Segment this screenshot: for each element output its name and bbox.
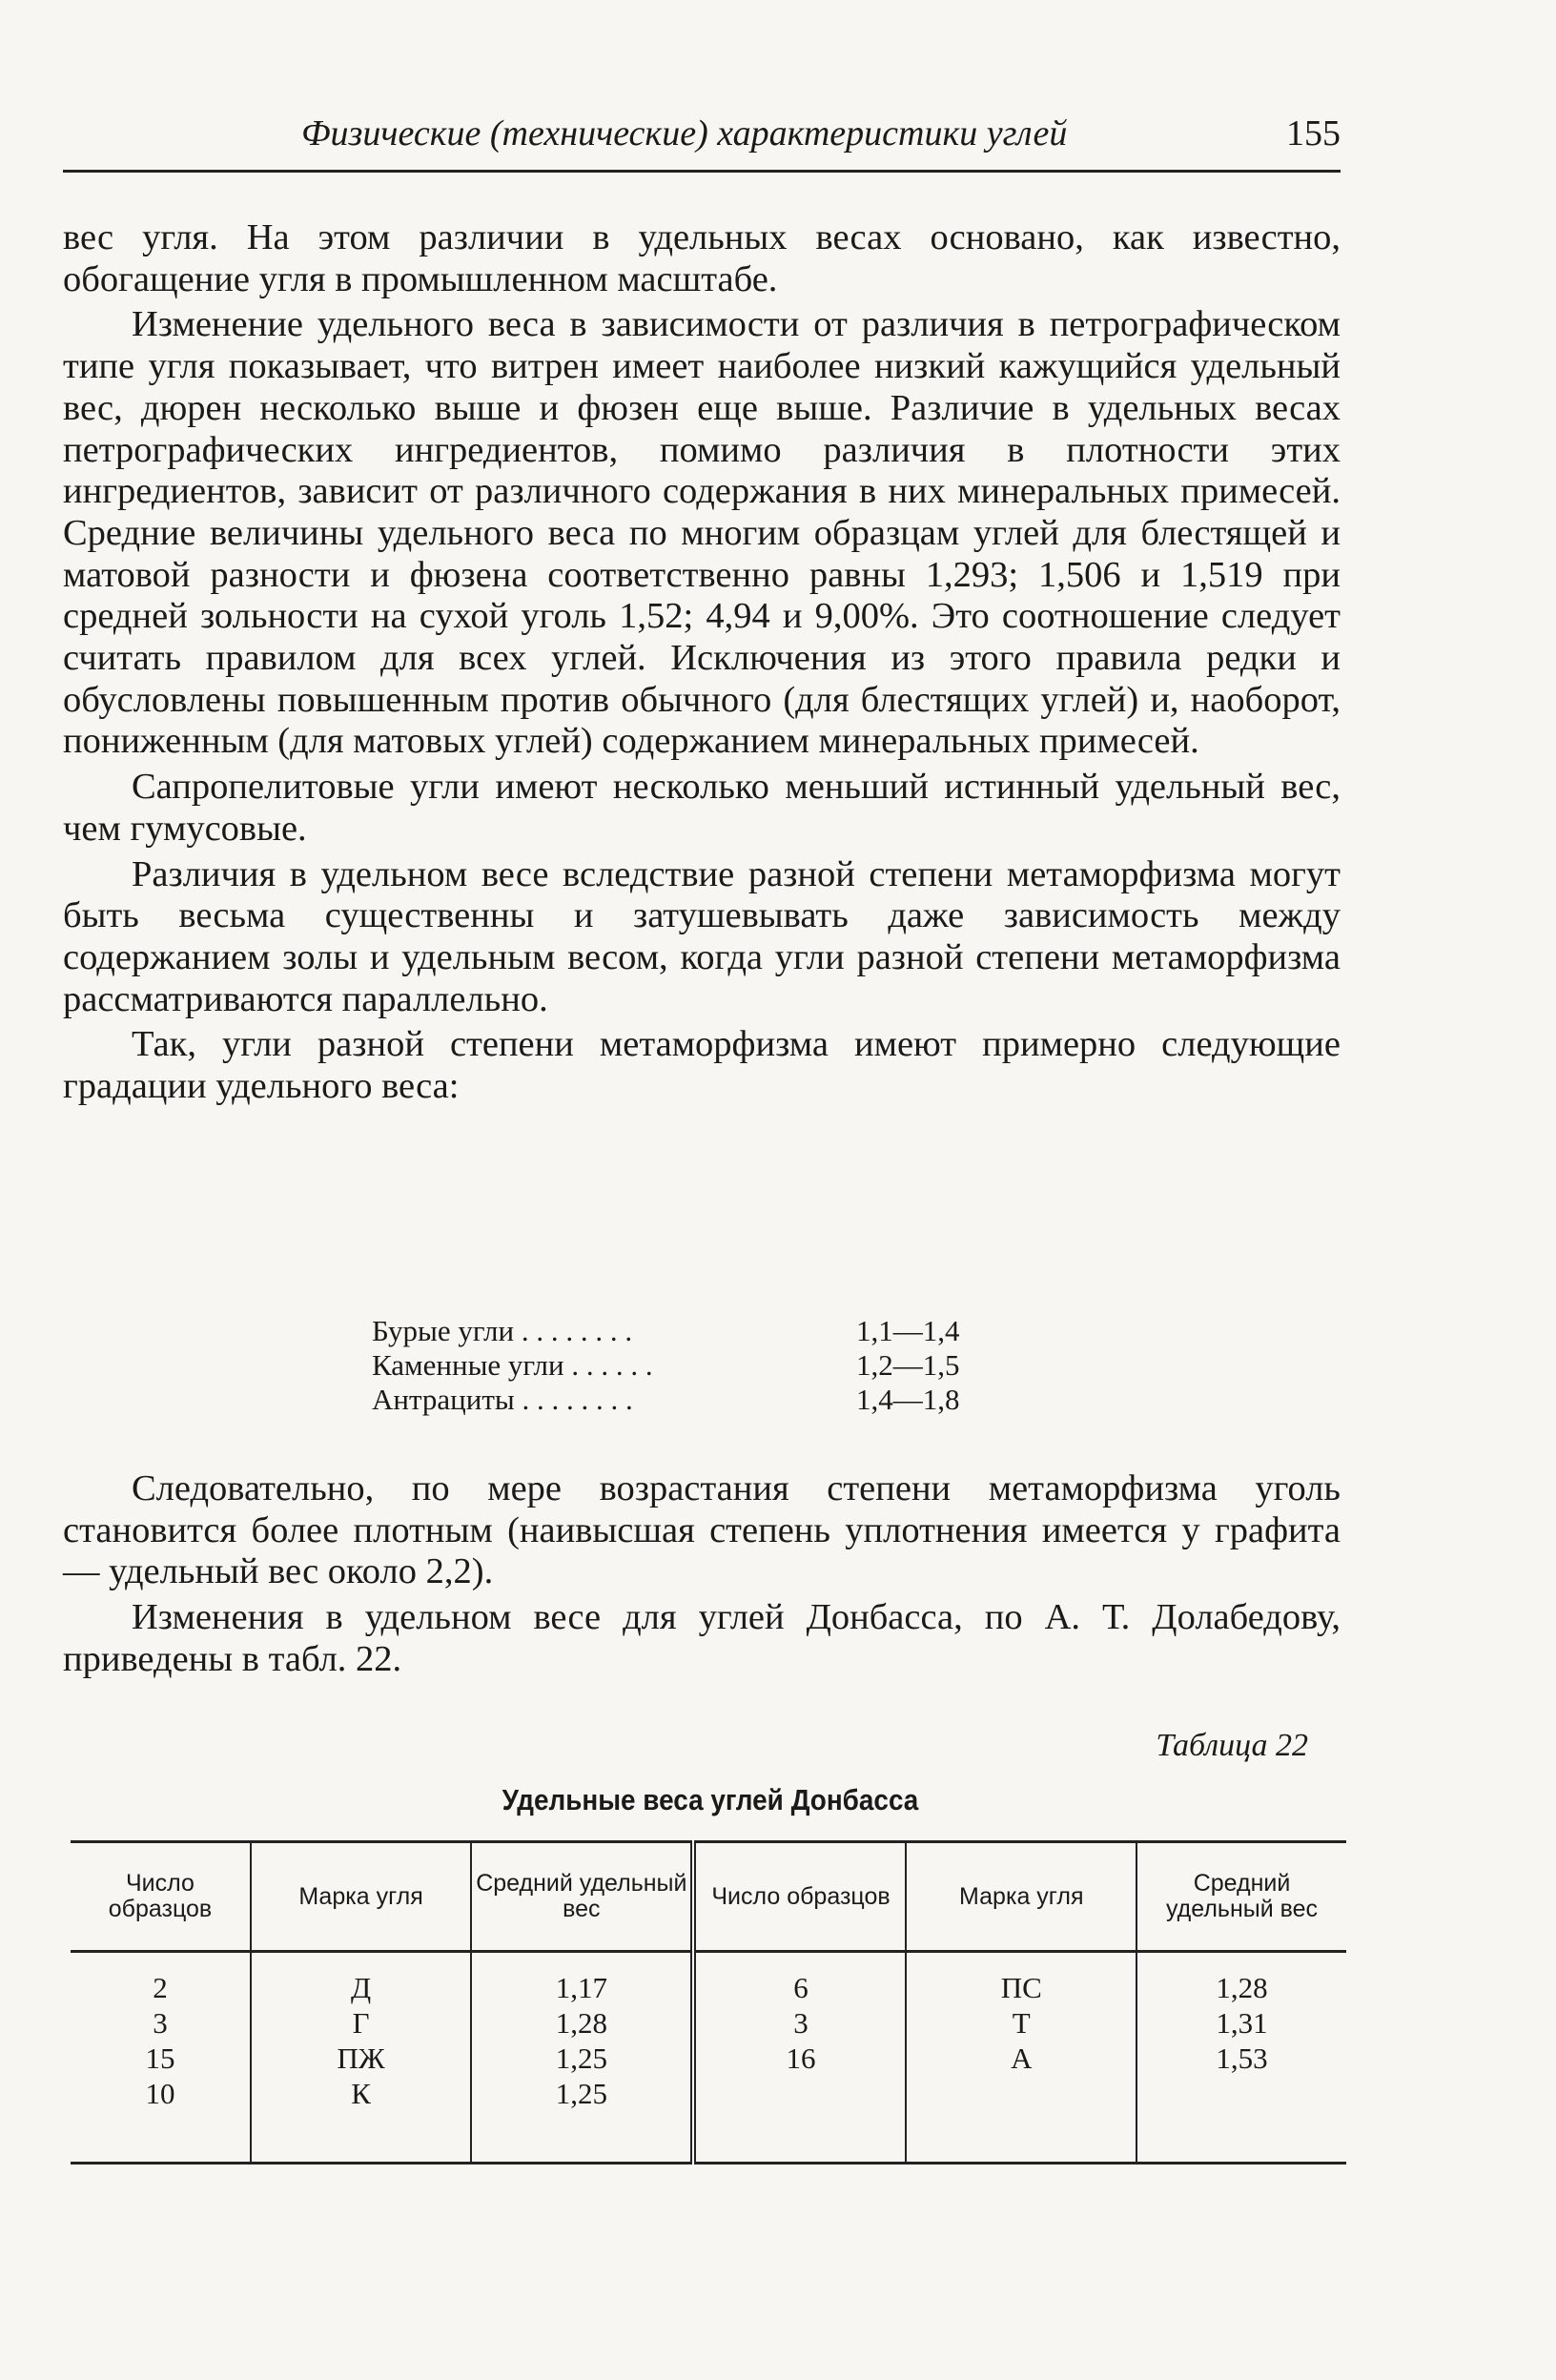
table-cell: 10 (145, 2077, 175, 2110)
table-header-row (71, 1842, 1346, 1952)
table-cell: 16 (786, 2041, 816, 2075)
main-text-continued (63, 1468, 1341, 1685)
gradation-row (372, 1383, 1039, 1417)
column-coal-grade (906, 1952, 1136, 2164)
table-cell: 1,28 (555, 2006, 607, 2040)
table-cell: 1,25 (555, 2077, 607, 2110)
paragraph-conclusion: Следовательно, по мере возрастания степени метаморфизма уголь становится более плотным (наивысшая степень уплотнения имеется у графита — удельный вес около 2,2). (63, 1468, 1341, 1592)
table-cell: 1,28 (1216, 1971, 1268, 2004)
column-mean-gravity (1136, 1952, 1346, 2164)
paragraph-table-reference: Изменения в удельном весе для углей Донбасса, по А. Т. Долабедову, приведены в табл. 22. (63, 1597, 1341, 1679)
gradation-value: 1,2—1,5 (856, 1348, 960, 1382)
table-cell: 3 (793, 2006, 809, 2040)
paragraph-continuation: вес угля. На этом различии в удельных весах основано, как известно, обогащение угля в промышленном масштабе. (63, 217, 1341, 299)
table-cell: К (351, 2077, 371, 2110)
table-cell: Т (1012, 2006, 1031, 2040)
header-mean-gravity: Средний удельный вес (471, 1842, 693, 1952)
page-number: 155 (1286, 113, 1341, 154)
gradation-list (372, 1314, 1039, 1417)
table-cell: ПЖ (337, 2041, 385, 2075)
table-label: Таблица 22 (1156, 1728, 1308, 1763)
paragraph-metamorphism: Различия в удельном весе вследствие разной степени метаморфизма могут быть весьма существенны и затушевывать даже зависимость между содержанием золы и удельным весом, когда угли разной степени метаморфизма рассматриваются параллельно. (63, 853, 1341, 1019)
table-cell: 2 (153, 1971, 168, 2004)
header-sample-count: Число образцов (693, 1842, 906, 1952)
header-sample-count: Число образцов (71, 1842, 251, 1952)
table-cell: 1,31 (1216, 2006, 1268, 2040)
table-row (71, 1952, 1346, 2164)
paragraph-gradations-intro: Так, угли разной степени метаморфизма имеют примерно следующие градации удельного веса: (63, 1024, 1341, 1107)
column-coal-grade (251, 1952, 471, 2164)
table-cell: А (1011, 2041, 1033, 2075)
gradation-label: Бурые угли . . . . . . . . (372, 1314, 633, 1347)
gradation-value: 1,1—1,4 (856, 1314, 960, 1347)
column-mean-gravity (471, 1952, 693, 2164)
table-title: Удельные веса углей Донбасса (502, 1783, 919, 1816)
header-coal-grade: Марка угля (906, 1842, 1136, 1952)
header-mean-gravity: Средний удельный вес (1136, 1842, 1346, 1952)
gradation-row (372, 1314, 1039, 1348)
running-title: Физические (технические) характеристики углей (301, 113, 1068, 154)
gradation-label: Антрациты . . . . . . . . (372, 1383, 633, 1416)
column-sample-count (71, 1952, 251, 2164)
running-header (63, 113, 1341, 173)
gradation-label: Каменные угли . . . . . . (372, 1348, 653, 1382)
paragraph-sapropelite: Сапропелитовые угли имеют несколько меньший истинный удельный вес, чем гумусовые. (63, 767, 1341, 849)
table-cell: 3 (153, 2006, 168, 2040)
main-text (63, 217, 1341, 1112)
gradation-value: 1,4—1,8 (856, 1383, 960, 1416)
header-coal-grade: Марка угля (251, 1842, 471, 1952)
column-sample-count (693, 1952, 906, 2164)
table-cell: 15 (145, 2041, 175, 2075)
table-cell: 1,53 (1216, 2041, 1268, 2075)
gradation-row (372, 1348, 1039, 1383)
table-cell: Д (350, 1971, 372, 2004)
table-cell: 1,25 (555, 2041, 607, 2075)
paragraph-petrographic: Изменение удельного веса в зависимости от различия в петрографическом типе угля показывает, что витрен имеет наиболее низкий кажущийся удельный вес, дюрен несколько выше и фюзен еще выше. Различие в удельных весах петрографических ингредиентов, помимо различия в плотности этих ингредиентов, зависит от различного содержания в них минеральных примесей. Средние величины удельного веса по многим образцам углей для блестящей и матовой разности и фюзена соответственно равны 1,293; 1,506 и 1,519 при средней зольности на сухой уголь 1,52; 4,94 и 9,00%. Это соотношение следует считать правилом для всех углей. Исключения из этого правила редки и обусловлены повышенным против обычного (для блестящих углей) и, наоборот, пониженным (для матовых углей) содержанием минеральных примесей. (63, 304, 1341, 762)
table-cell: 1,17 (555, 1971, 607, 2004)
table-cell: 6 (793, 1971, 809, 2004)
table-cell: ПС (1000, 1971, 1042, 2004)
specific-gravity-table (71, 1840, 1346, 2165)
table-cell: Г (352, 2006, 370, 2040)
